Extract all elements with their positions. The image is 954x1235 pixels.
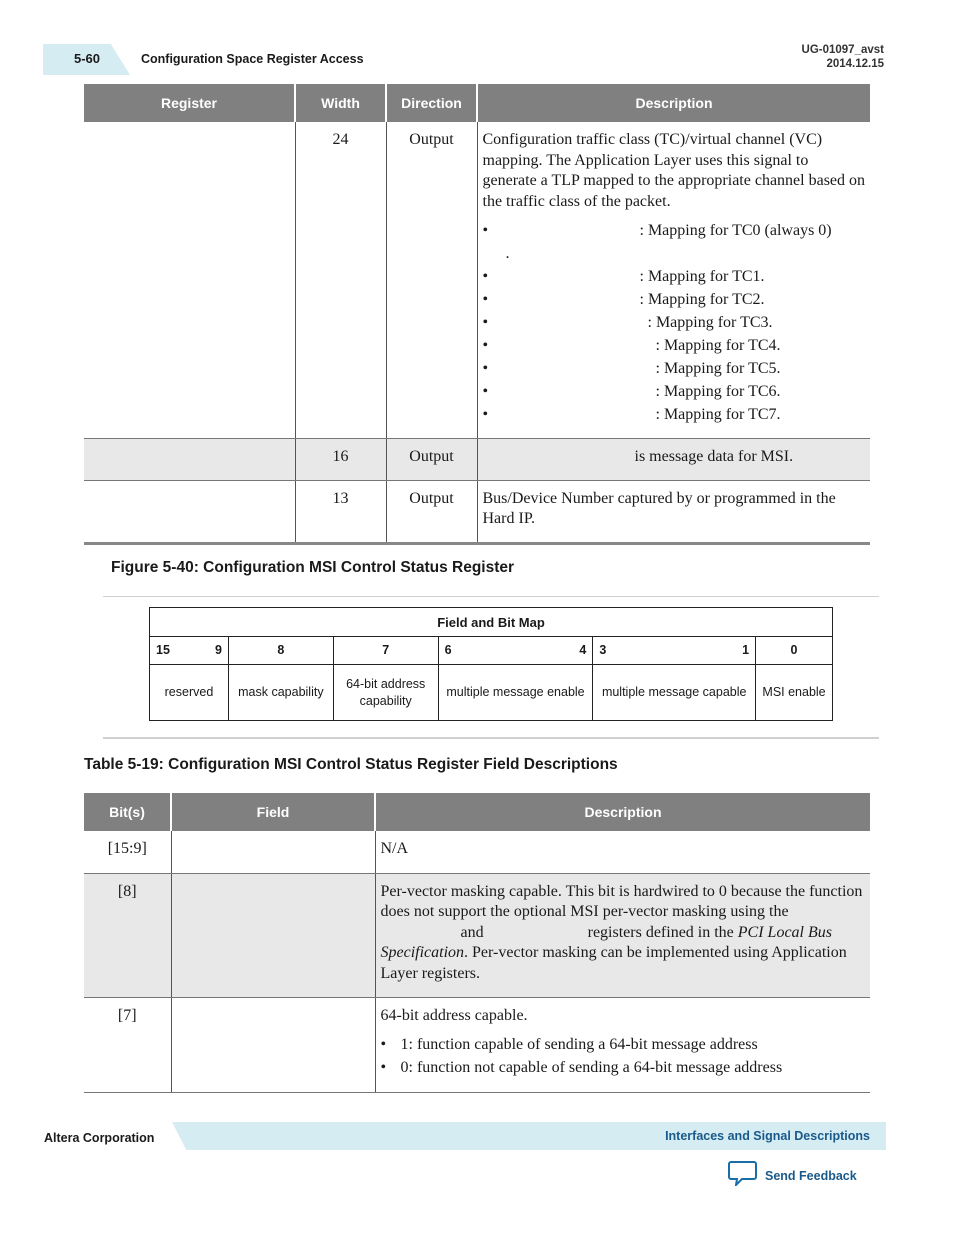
table-caption: Table 5-19: Configuration MSI Control Status Register Field Descriptions xyxy=(84,756,618,773)
list-item: • : Mapping for TC2. xyxy=(483,288,866,311)
figure-caption: Figure 5-40: Configuration MSI Control Status Register xyxy=(111,559,515,576)
page-number: 5-60 xyxy=(74,51,101,66)
table-row xyxy=(84,480,870,542)
bit-addr64: 7 xyxy=(333,637,438,665)
section-title: Configuration Space Register Access xyxy=(141,52,364,66)
table-end-rule xyxy=(84,542,870,545)
description-cell: is message data for MSI. xyxy=(477,438,870,480)
description-cell: Per-vector masking capable. This bit is hardwired to 0 because the function does not support the optional MSI per-vector masking using theand registers defined in the PCI Local Bus Specification. Per-vector masking can be implemented using Application Layer registers. xyxy=(375,873,870,997)
bit-map-title: Field and Bit Map xyxy=(150,608,833,637)
width-cell: 24 xyxy=(295,122,386,438)
list-item: • : Mapping for TC7. xyxy=(483,403,866,426)
field-cell xyxy=(171,997,375,1093)
bit-fields-row xyxy=(150,665,833,721)
bit-mask: 8 xyxy=(228,637,333,665)
list-item: • 0: function not capable of sending a 64-bit message address xyxy=(381,1056,866,1079)
table-row xyxy=(84,997,870,1093)
col-field: Field xyxy=(171,793,375,831)
bits-cell: [15:9] xyxy=(84,831,171,873)
col-register: Register xyxy=(84,84,295,122)
description-cell xyxy=(375,997,870,1093)
table-row xyxy=(84,122,870,438)
list-item: • 1: function capable of sending a 64-bit message address xyxy=(381,1033,866,1056)
bits-reserved: 15 9 xyxy=(150,637,229,665)
col-bits: Bit(s) xyxy=(84,793,171,831)
doc-id: UG-01097_avst xyxy=(801,44,884,56)
tc-mapping-list xyxy=(483,219,866,426)
send-feedback-link[interactable] xyxy=(728,1160,857,1191)
register-cell xyxy=(84,480,295,542)
register-table-header xyxy=(84,84,870,122)
register-table xyxy=(84,84,870,542)
col-width: Width xyxy=(295,84,386,122)
description-text: 64-bit address capable. xyxy=(380,1006,528,1024)
table-row xyxy=(84,831,870,873)
figure-top-rule xyxy=(103,596,879,597)
bit-enable: 0 xyxy=(756,637,833,665)
doc-date: 2014.12.15 xyxy=(826,58,884,70)
list-item: • : Mapping for TC4. xyxy=(483,334,866,357)
col-direction: Direction xyxy=(386,84,477,122)
register-cell xyxy=(84,438,295,480)
bits-mmc: 3 1 xyxy=(593,637,756,665)
col-description: Description xyxy=(477,84,870,122)
direction-cell: Output xyxy=(386,480,477,542)
field-addr64: 64-bit address capability xyxy=(333,665,438,721)
company-name: Altera Corporation xyxy=(44,1131,155,1145)
field-reserved: reserved xyxy=(150,665,229,721)
description-cell: N/A xyxy=(375,831,870,873)
field-cell xyxy=(171,831,375,873)
description-cell: Bus/Device Number captured by or programmed in the Hard IP. xyxy=(477,480,870,542)
width-cell: 13 xyxy=(295,480,386,542)
feedback-icon xyxy=(728,1160,757,1191)
direction-cell: Output xyxy=(386,438,477,480)
bits-cell: [8] xyxy=(84,873,171,997)
figure-bottom-rule xyxy=(103,737,879,739)
direction-cell: Output xyxy=(386,122,477,438)
bit-numbers-row xyxy=(150,637,833,665)
list-item: • : Mapping for TC5. xyxy=(483,357,866,380)
table-row xyxy=(84,438,870,480)
table-row xyxy=(84,873,870,997)
field-description-table xyxy=(84,793,870,1093)
list-item: • : Mapping for TC0 (always 0) . xyxy=(483,219,866,265)
capability-list xyxy=(381,1033,866,1079)
field-mme: multiple message enable xyxy=(438,665,593,721)
table-end-rule xyxy=(84,1092,870,1093)
description-cell xyxy=(477,122,870,438)
msi-bit-map xyxy=(149,607,833,721)
bits-cell: [7] xyxy=(117,1006,137,1024)
footer-section-link[interactable]: Interfaces and Signal Descriptions xyxy=(665,1129,870,1143)
field-cell xyxy=(171,873,375,997)
list-item: • : Mapping for TC6. xyxy=(483,380,866,403)
width-cell: 16 xyxy=(295,438,386,480)
field-mask: mask capability xyxy=(228,665,333,721)
field-table-header xyxy=(84,793,870,831)
doc-id-block xyxy=(802,43,884,71)
col-description: Description xyxy=(375,793,870,831)
description-text: Configuration traffic class (TC)/virtual channel (VC) mapping. The Application Layer uses this signal to generate a TLP mapped to the appropriate channel based on the traffic class of the packet. xyxy=(482,131,866,210)
register-cell xyxy=(84,122,295,438)
list-item: • : Mapping for TC3. xyxy=(483,311,866,334)
bits-mme: 6 4 xyxy=(438,637,593,665)
field-mmc: multiple message capable xyxy=(593,665,756,721)
field-enable: MSI enable xyxy=(756,665,833,721)
send-feedback-label: Send Feedback xyxy=(765,1168,857,1183)
list-item: • : Mapping for TC1. xyxy=(483,265,866,288)
